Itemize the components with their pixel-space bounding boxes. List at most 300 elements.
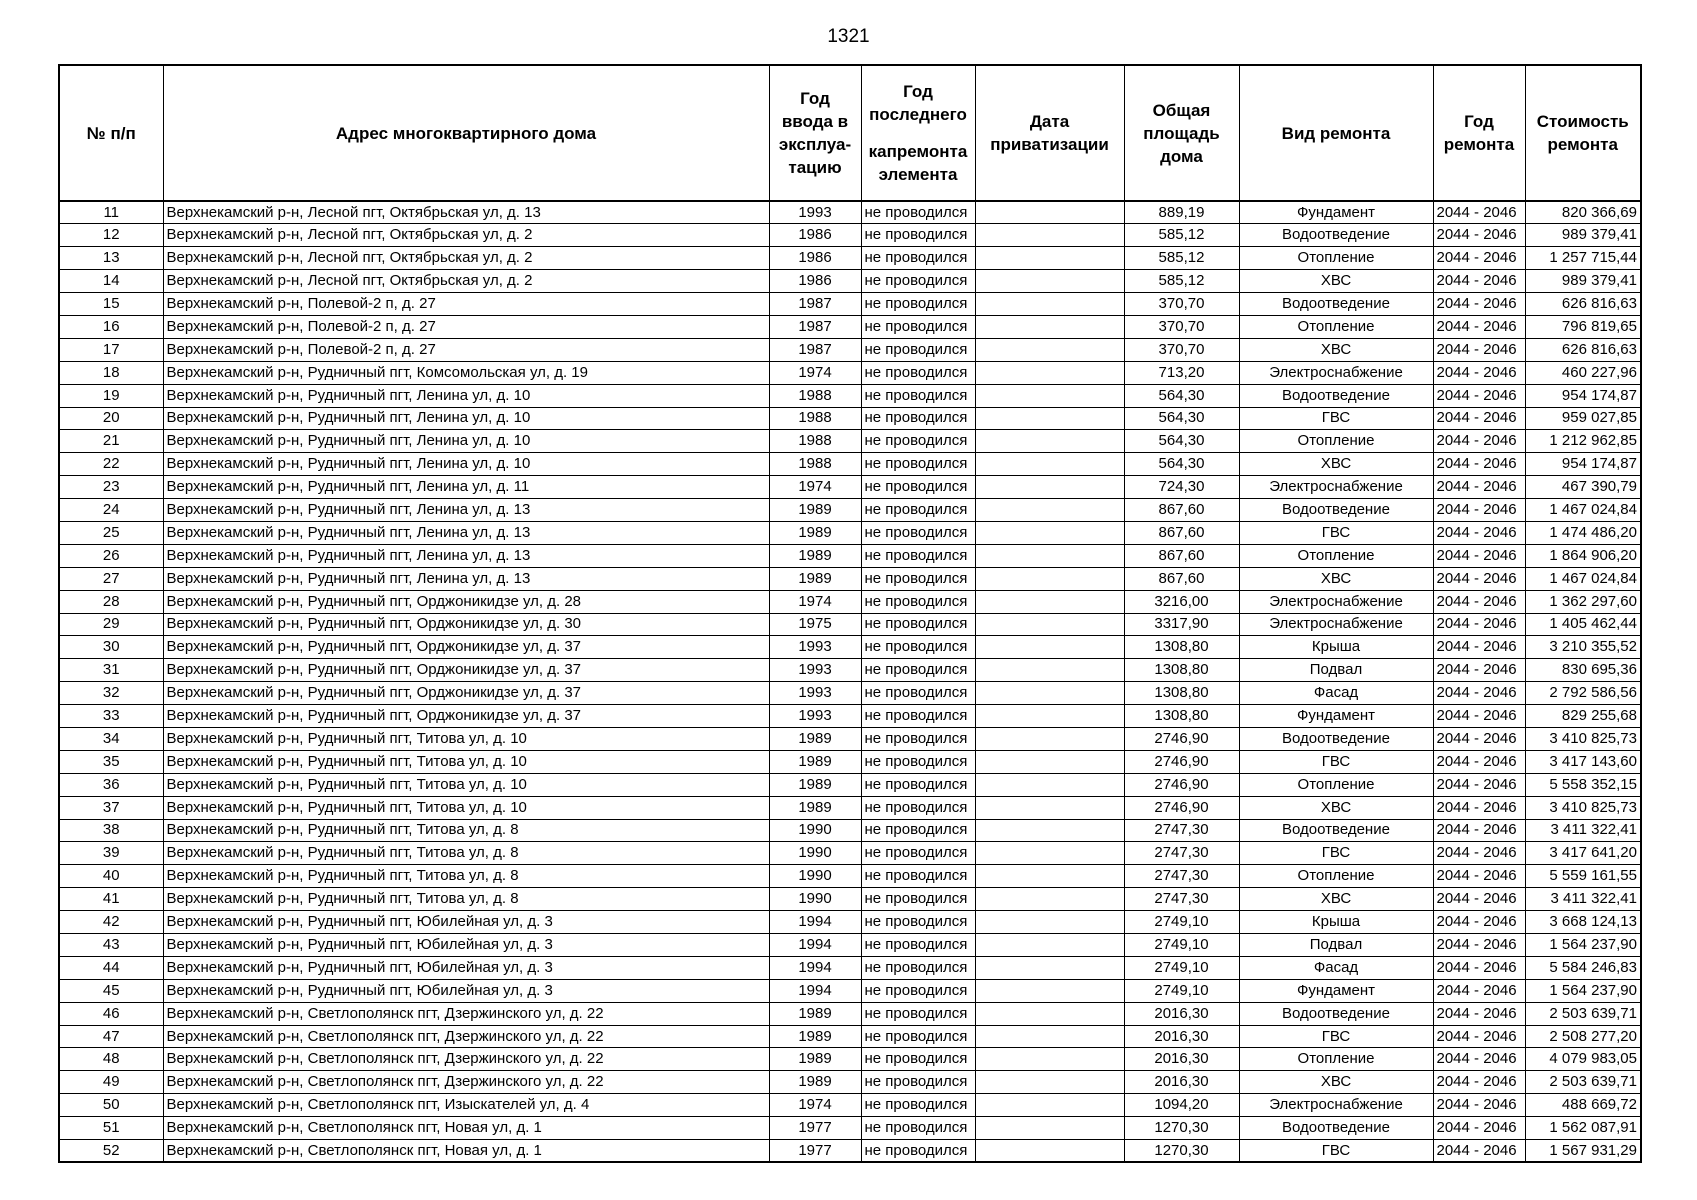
table-row bbox=[59, 842, 1641, 865]
table-row bbox=[59, 270, 1641, 293]
cell-repair-cost: 3 410 825,73 bbox=[1525, 727, 1641, 750]
table-row bbox=[59, 247, 1641, 270]
cell-address: Верхнекамский р-н, Рудничный пгт, Комсомольская ул, д. 19 bbox=[163, 361, 769, 384]
cell-total-area: 370,70 bbox=[1124, 293, 1239, 316]
cell-repair-cost: 488 669,72 bbox=[1525, 1094, 1641, 1117]
cell-year-last-repair: не проводился bbox=[861, 659, 975, 682]
cell-num: 26 bbox=[59, 544, 163, 567]
cell-year-last-repair: не проводился bbox=[861, 544, 975, 567]
cell-year-commission: 1987 bbox=[769, 315, 861, 338]
cell-total-area: 564,30 bbox=[1124, 407, 1239, 430]
cell-repair-type: Водоотведение bbox=[1239, 293, 1433, 316]
cell-total-area: 2746,90 bbox=[1124, 727, 1239, 750]
cell-num: 33 bbox=[59, 705, 163, 728]
cell-num: 44 bbox=[59, 956, 163, 979]
cell-year-commission: 1994 bbox=[769, 956, 861, 979]
cell-repair-type: ХВС bbox=[1239, 567, 1433, 590]
cell-repair-cost: 467 390,79 bbox=[1525, 476, 1641, 499]
cell-privatization-date bbox=[975, 911, 1124, 934]
table-row bbox=[59, 1140, 1641, 1163]
table-row bbox=[59, 1071, 1641, 1094]
cell-repair-type: ГВС bbox=[1239, 1025, 1433, 1048]
table-row bbox=[59, 1117, 1641, 1140]
cell-year-last-repair: не проводился bbox=[861, 338, 975, 361]
cell-privatization-date bbox=[975, 384, 1124, 407]
cell-repair-type: Электроснабжение bbox=[1239, 590, 1433, 613]
cell-repair-cost: 2 508 277,20 bbox=[1525, 1025, 1641, 1048]
cell-repair-type: ХВС bbox=[1239, 270, 1433, 293]
cell-repair-year: 2044 - 2046 bbox=[1433, 1140, 1525, 1163]
cell-repair-type: Фундамент bbox=[1239, 201, 1433, 224]
cell-privatization-date bbox=[975, 1025, 1124, 1048]
cell-repair-type: Подвал bbox=[1239, 659, 1433, 682]
cell-total-area: 3216,00 bbox=[1124, 590, 1239, 613]
cell-num: 38 bbox=[59, 819, 163, 842]
cell-year-commission: 1990 bbox=[769, 865, 861, 888]
cell-repair-year: 2044 - 2046 bbox=[1433, 842, 1525, 865]
cell-repair-year: 2044 - 2046 bbox=[1433, 453, 1525, 476]
cell-year-last-repair: не проводился bbox=[861, 865, 975, 888]
cell-privatization-date bbox=[975, 659, 1124, 682]
cell-repair-cost: 1 257 715,44 bbox=[1525, 247, 1641, 270]
cell-repair-year: 2044 - 2046 bbox=[1433, 705, 1525, 728]
cell-repair-type: Отопление bbox=[1239, 430, 1433, 453]
cell-privatization-date bbox=[975, 796, 1124, 819]
cell-year-last-repair: не проводился bbox=[861, 750, 975, 773]
cell-num: 39 bbox=[59, 842, 163, 865]
cell-total-area: 2747,30 bbox=[1124, 842, 1239, 865]
cell-year-commission: 1989 bbox=[769, 499, 861, 522]
cell-address: Верхнекамский р-н, Рудничный пгт, Юбилейная ул, д. 3 bbox=[163, 956, 769, 979]
cell-repair-year: 2044 - 2046 bbox=[1433, 727, 1525, 750]
cell-year-last-repair: не проводился bbox=[861, 682, 975, 705]
cell-year-last-repair: не проводился bbox=[861, 842, 975, 865]
cell-repair-cost: 1 564 237,90 bbox=[1525, 934, 1641, 957]
cell-address: Верхнекамский р-н, Рудничный пгт, Юбилейная ул, д. 3 bbox=[163, 979, 769, 1002]
cell-repair-year: 2044 - 2046 bbox=[1433, 956, 1525, 979]
cell-total-area: 2749,10 bbox=[1124, 934, 1239, 957]
cell-year-commission: 1990 bbox=[769, 842, 861, 865]
cell-repair-cost: 5 584 246,83 bbox=[1525, 956, 1641, 979]
cell-year-commission: 1988 bbox=[769, 430, 861, 453]
cell-privatization-date bbox=[975, 247, 1124, 270]
cell-num: 50 bbox=[59, 1094, 163, 1117]
cell-year-commission: 1994 bbox=[769, 934, 861, 957]
cell-year-last-repair: не проводился bbox=[861, 1094, 975, 1117]
cell-privatization-date bbox=[975, 842, 1124, 865]
cell-repair-type: Отопление bbox=[1239, 247, 1433, 270]
cell-total-area: 1270,30 bbox=[1124, 1117, 1239, 1140]
cell-year-commission: 1977 bbox=[769, 1140, 861, 1163]
cell-repair-year: 2044 - 2046 bbox=[1433, 499, 1525, 522]
cell-year-commission: 1989 bbox=[769, 773, 861, 796]
cell-privatization-date bbox=[975, 888, 1124, 911]
cell-privatization-date bbox=[975, 201, 1124, 224]
cell-year-commission: 1989 bbox=[769, 727, 861, 750]
cell-repair-type: Отопление bbox=[1239, 773, 1433, 796]
cell-privatization-date bbox=[975, 979, 1124, 1002]
cell-repair-year: 2044 - 2046 bbox=[1433, 888, 1525, 911]
cell-total-area: 1308,80 bbox=[1124, 659, 1239, 682]
cell-address: Верхнекамский р-н, Рудничный пгт, Титова ул, д. 8 bbox=[163, 819, 769, 842]
header-privatization-date: Дата приватизации bbox=[975, 65, 1124, 201]
cell-year-commission: 1993 bbox=[769, 705, 861, 728]
cell-repair-type: ГВС bbox=[1239, 842, 1433, 865]
cell-privatization-date bbox=[975, 956, 1124, 979]
table-row bbox=[59, 544, 1641, 567]
cell-num: 34 bbox=[59, 727, 163, 750]
cell-address: Верхнекамский р-н, Лесной пгт, Октябрьская ул, д. 2 bbox=[163, 247, 769, 270]
cell-privatization-date bbox=[975, 521, 1124, 544]
cell-year-last-repair: не проводился bbox=[861, 956, 975, 979]
cell-num: 24 bbox=[59, 499, 163, 522]
cell-repair-cost: 2 503 639,71 bbox=[1525, 1002, 1641, 1025]
cell-address: Верхнекамский р-н, Рудничный пгт, Титова ул, д. 10 bbox=[163, 773, 769, 796]
cell-num: 52 bbox=[59, 1140, 163, 1163]
cell-repair-cost: 1 405 462,44 bbox=[1525, 613, 1641, 636]
cell-year-commission: 1994 bbox=[769, 911, 861, 934]
cell-year-last-repair: не проводился bbox=[861, 773, 975, 796]
repair-register-table bbox=[58, 64, 1642, 1163]
cell-address: Верхнекамский р-н, Полевой-2 п, д. 27 bbox=[163, 315, 769, 338]
cell-address: Верхнекамский р-н, Рудничный пгт, Орджоникидзе ул, д. 28 bbox=[163, 590, 769, 613]
cell-year-commission: 1986 bbox=[769, 224, 861, 247]
cell-num: 22 bbox=[59, 453, 163, 476]
cell-repair-cost: 959 027,85 bbox=[1525, 407, 1641, 430]
cell-year-last-repair: не проводился bbox=[861, 224, 975, 247]
cell-privatization-date bbox=[975, 1071, 1124, 1094]
cell-repair-year: 2044 - 2046 bbox=[1433, 247, 1525, 270]
cell-year-commission: 1990 bbox=[769, 888, 861, 911]
cell-total-area: 2747,30 bbox=[1124, 888, 1239, 911]
cell-privatization-date bbox=[975, 934, 1124, 957]
table-row bbox=[59, 956, 1641, 979]
cell-repair-cost: 3 417 143,60 bbox=[1525, 750, 1641, 773]
table-row bbox=[59, 819, 1641, 842]
cell-total-area: 2746,90 bbox=[1124, 750, 1239, 773]
cell-num: 49 bbox=[59, 1071, 163, 1094]
cell-total-area: 2746,90 bbox=[1124, 796, 1239, 819]
cell-total-area: 585,12 bbox=[1124, 270, 1239, 293]
cell-total-area: 2016,30 bbox=[1124, 1048, 1239, 1071]
cell-repair-type: ГВС bbox=[1239, 750, 1433, 773]
cell-repair-cost: 989 379,41 bbox=[1525, 270, 1641, 293]
cell-total-area: 2016,30 bbox=[1124, 1071, 1239, 1094]
table-row bbox=[59, 750, 1641, 773]
table-row bbox=[59, 476, 1641, 499]
cell-total-area: 564,30 bbox=[1124, 453, 1239, 476]
table-row bbox=[59, 453, 1641, 476]
cell-privatization-date bbox=[975, 819, 1124, 842]
cell-privatization-date bbox=[975, 544, 1124, 567]
cell-privatization-date bbox=[975, 1048, 1124, 1071]
table-row bbox=[59, 521, 1641, 544]
cell-repair-type: Отопление bbox=[1239, 544, 1433, 567]
cell-year-commission: 1989 bbox=[769, 1071, 861, 1094]
cell-repair-year: 2044 - 2046 bbox=[1433, 911, 1525, 934]
cell-repair-year: 2044 - 2046 bbox=[1433, 361, 1525, 384]
cell-address: Верхнекамский р-н, Светлополянск пгт, Дзержинского ул, д. 22 bbox=[163, 1071, 769, 1094]
cell-num: 19 bbox=[59, 384, 163, 407]
cell-repair-cost: 3 668 124,13 bbox=[1525, 911, 1641, 934]
cell-repair-type: Водоотведение bbox=[1239, 224, 1433, 247]
cell-address: Верхнекамский р-н, Рудничный пгт, Юбилейная ул, д. 3 bbox=[163, 934, 769, 957]
cell-privatization-date bbox=[975, 590, 1124, 613]
cell-address: Верхнекамский р-н, Рудничный пгт, Орджоникидзе ул, д. 37 bbox=[163, 705, 769, 728]
cell-repair-year: 2044 - 2046 bbox=[1433, 750, 1525, 773]
cell-repair-type: Водоотведение bbox=[1239, 819, 1433, 842]
cell-repair-cost: 3 210 355,52 bbox=[1525, 636, 1641, 659]
cell-repair-type: Электроснабжение bbox=[1239, 361, 1433, 384]
cell-address: Верхнекамский р-н, Рудничный пгт, Ленина ул, д. 10 bbox=[163, 453, 769, 476]
cell-repair-cost: 2 503 639,71 bbox=[1525, 1071, 1641, 1094]
cell-year-last-repair: не проводился bbox=[861, 293, 975, 316]
cell-address: Верхнекамский р-н, Рудничный пгт, Титова ул, д. 8 bbox=[163, 865, 769, 888]
table-row bbox=[59, 430, 1641, 453]
cell-repair-cost: 3 410 825,73 bbox=[1525, 796, 1641, 819]
cell-total-area: 1308,80 bbox=[1124, 636, 1239, 659]
cell-repair-cost: 1 467 024,84 bbox=[1525, 499, 1641, 522]
cell-repair-cost: 820 366,69 bbox=[1525, 201, 1641, 224]
cell-repair-cost: 1 362 297,60 bbox=[1525, 590, 1641, 613]
table-row bbox=[59, 1025, 1641, 1048]
cell-privatization-date bbox=[975, 727, 1124, 750]
cell-num: 36 bbox=[59, 773, 163, 796]
cell-repair-year: 2044 - 2046 bbox=[1433, 544, 1525, 567]
cell-repair-year: 2044 - 2046 bbox=[1433, 1094, 1525, 1117]
cell-year-last-repair: не проводился bbox=[861, 796, 975, 819]
cell-address: Верхнекамский р-н, Рудничный пгт, Ленина ул, д. 11 bbox=[163, 476, 769, 499]
cell-num: 45 bbox=[59, 979, 163, 1002]
cell-repair-type: ХВС bbox=[1239, 338, 1433, 361]
cell-privatization-date bbox=[975, 270, 1124, 293]
cell-repair-year: 2044 - 2046 bbox=[1433, 659, 1525, 682]
cell-num: 47 bbox=[59, 1025, 163, 1048]
cell-repair-cost: 830 695,36 bbox=[1525, 659, 1641, 682]
cell-total-area: 585,12 bbox=[1124, 247, 1239, 270]
cell-year-last-repair: не проводился bbox=[861, 499, 975, 522]
cell-year-last-repair: не проводился bbox=[861, 727, 975, 750]
cell-address: Верхнекамский р-н, Лесной пгт, Октябрьская ул, д. 2 bbox=[163, 270, 769, 293]
cell-year-commission: 1994 bbox=[769, 979, 861, 1002]
cell-repair-year: 2044 - 2046 bbox=[1433, 338, 1525, 361]
cell-year-last-repair: не проводился bbox=[861, 590, 975, 613]
cell-privatization-date bbox=[975, 682, 1124, 705]
cell-repair-year: 2044 - 2046 bbox=[1433, 934, 1525, 957]
cell-privatization-date bbox=[975, 750, 1124, 773]
cell-repair-type: ГВС bbox=[1239, 1140, 1433, 1163]
cell-num: 17 bbox=[59, 338, 163, 361]
cell-year-last-repair: не проводился bbox=[861, 384, 975, 407]
cell-repair-year: 2044 - 2046 bbox=[1433, 521, 1525, 544]
cell-address: Верхнекамский р-н, Светлополянск пгт, Дзержинского ул, д. 22 bbox=[163, 1025, 769, 1048]
cell-repair-type: Фасад bbox=[1239, 956, 1433, 979]
cell-year-last-repair: не проводился bbox=[861, 1117, 975, 1140]
cell-total-area: 2749,10 bbox=[1124, 911, 1239, 934]
cell-year-commission: 1974 bbox=[769, 1094, 861, 1117]
cell-repair-cost: 3 411 322,41 bbox=[1525, 819, 1641, 842]
cell-year-last-repair: не проводился bbox=[861, 1071, 975, 1094]
cell-repair-year: 2044 - 2046 bbox=[1433, 796, 1525, 819]
table-row bbox=[59, 636, 1641, 659]
cell-year-commission: 1989 bbox=[769, 1025, 861, 1048]
cell-address: Верхнекамский р-н, Рудничный пгт, Юбилейная ул, д. 3 bbox=[163, 911, 769, 934]
cell-year-last-repair: не проводился bbox=[861, 407, 975, 430]
cell-repair-year: 2044 - 2046 bbox=[1433, 613, 1525, 636]
header-year-commission: Год ввода в эксплуа-тацию bbox=[769, 65, 861, 201]
cell-year-last-repair: не проводился bbox=[861, 613, 975, 636]
cell-repair-cost: 626 816,63 bbox=[1525, 338, 1641, 361]
cell-repair-type: ХВС bbox=[1239, 796, 1433, 819]
cell-repair-cost: 954 174,87 bbox=[1525, 384, 1641, 407]
table-row bbox=[59, 293, 1641, 316]
cell-year-last-repair: не проводился bbox=[861, 201, 975, 224]
cell-repair-cost: 3 411 322,41 bbox=[1525, 888, 1641, 911]
cell-year-commission: 1990 bbox=[769, 819, 861, 842]
cell-repair-cost: 5 558 352,15 bbox=[1525, 773, 1641, 796]
cell-total-area: 2746,90 bbox=[1124, 773, 1239, 796]
cell-repair-cost: 4 079 983,05 bbox=[1525, 1048, 1641, 1071]
cell-privatization-date bbox=[975, 453, 1124, 476]
cell-total-area: 370,70 bbox=[1124, 315, 1239, 338]
cell-repair-type: Крыша bbox=[1239, 911, 1433, 934]
cell-year-last-repair: не проводился bbox=[861, 1025, 975, 1048]
cell-repair-type: Водоотведение bbox=[1239, 499, 1433, 522]
cell-year-commission: 1988 bbox=[769, 407, 861, 430]
table-row bbox=[59, 315, 1641, 338]
cell-total-area: 2016,30 bbox=[1124, 1002, 1239, 1025]
cell-address: Верхнекамский р-н, Рудничный пгт, Титова ул, д. 10 bbox=[163, 796, 769, 819]
table-row bbox=[59, 224, 1641, 247]
cell-privatization-date bbox=[975, 1140, 1124, 1163]
cell-year-commission: 1989 bbox=[769, 1002, 861, 1025]
cell-num: 28 bbox=[59, 590, 163, 613]
cell-total-area: 1094,20 bbox=[1124, 1094, 1239, 1117]
cell-repair-type: Фундамент bbox=[1239, 979, 1433, 1002]
cell-repair-type: Электроснабжение bbox=[1239, 1094, 1433, 1117]
cell-repair-type: Электроснабжение bbox=[1239, 476, 1433, 499]
cell-address: Верхнекамский р-н, Рудничный пгт, Титова ул, д. 10 bbox=[163, 750, 769, 773]
table-header-row bbox=[59, 65, 1641, 201]
table-row bbox=[59, 338, 1641, 361]
header-repair-type: Вид ремонта bbox=[1239, 65, 1433, 201]
cell-address: Верхнекамский р-н, Светлополянск пгт, Новая ул, д. 1 bbox=[163, 1140, 769, 1163]
cell-total-area: 2749,10 bbox=[1124, 956, 1239, 979]
cell-total-area: 564,30 bbox=[1124, 384, 1239, 407]
cell-privatization-date bbox=[975, 567, 1124, 590]
cell-year-commission: 1988 bbox=[769, 453, 861, 476]
cell-year-last-repair: не проводился bbox=[861, 934, 975, 957]
cell-address: Верхнекамский р-н, Светлополянск пгт, Дзержинского ул, д. 22 bbox=[163, 1002, 769, 1025]
cell-privatization-date bbox=[975, 1002, 1124, 1025]
cell-repair-type: Фундамент bbox=[1239, 705, 1433, 728]
cell-address: Верхнекамский р-н, Рудничный пгт, Ленина ул, д. 13 bbox=[163, 567, 769, 590]
cell-address: Верхнекамский р-н, Рудничный пгт, Титова ул, д. 8 bbox=[163, 842, 769, 865]
cell-address: Верхнекамский р-н, Полевой-2 п, д. 27 bbox=[163, 293, 769, 316]
cell-repair-cost: 1 212 962,85 bbox=[1525, 430, 1641, 453]
cell-repair-type: ГВС bbox=[1239, 521, 1433, 544]
cell-privatization-date bbox=[975, 476, 1124, 499]
header-year-last-repair bbox=[861, 65, 975, 201]
cell-repair-type: Водоотведение bbox=[1239, 384, 1433, 407]
cell-repair-year: 2044 - 2046 bbox=[1433, 1071, 1525, 1094]
cell-num: 46 bbox=[59, 1002, 163, 1025]
cell-repair-year: 2044 - 2046 bbox=[1433, 1025, 1525, 1048]
cell-year-last-repair: не проводился bbox=[861, 911, 975, 934]
cell-address: Верхнекамский р-н, Рудничный пгт, Титова ул, д. 8 bbox=[163, 888, 769, 911]
cell-total-area: 867,60 bbox=[1124, 544, 1239, 567]
cell-repair-cost: 989 379,41 bbox=[1525, 224, 1641, 247]
cell-privatization-date bbox=[975, 1117, 1124, 1140]
table-row bbox=[59, 1094, 1641, 1117]
cell-repair-type: ХВС bbox=[1239, 888, 1433, 911]
cell-year-commission: 1989 bbox=[769, 544, 861, 567]
cell-repair-cost: 2 792 586,56 bbox=[1525, 682, 1641, 705]
cell-repair-type: ГВС bbox=[1239, 407, 1433, 430]
cell-privatization-date bbox=[975, 407, 1124, 430]
table-row bbox=[59, 384, 1641, 407]
cell-year-last-repair: не проводился bbox=[861, 476, 975, 499]
cell-repair-cost: 460 227,96 bbox=[1525, 361, 1641, 384]
table-row bbox=[59, 499, 1641, 522]
cell-num: 29 bbox=[59, 613, 163, 636]
cell-year-commission: 1988 bbox=[769, 384, 861, 407]
cell-repair-type: Крыша bbox=[1239, 636, 1433, 659]
cell-address: Верхнекамский р-н, Рудничный пгт, Орджоникидзе ул, д. 30 bbox=[163, 613, 769, 636]
cell-total-area: 889,19 bbox=[1124, 201, 1239, 224]
cell-total-area: 867,60 bbox=[1124, 521, 1239, 544]
cell-num: 15 bbox=[59, 293, 163, 316]
cell-total-area: 2747,30 bbox=[1124, 865, 1239, 888]
table-row bbox=[59, 727, 1641, 750]
cell-year-commission: 1989 bbox=[769, 750, 861, 773]
cell-year-last-repair: не проводился bbox=[861, 521, 975, 544]
cell-num: 12 bbox=[59, 224, 163, 247]
cell-total-area: 867,60 bbox=[1124, 567, 1239, 590]
cell-year-last-repair: не проводился bbox=[861, 1048, 975, 1071]
cell-total-area: 2016,30 bbox=[1124, 1025, 1239, 1048]
cell-year-last-repair: не проводился bbox=[861, 705, 975, 728]
cell-year-commission: 1974 bbox=[769, 361, 861, 384]
cell-num: 35 bbox=[59, 750, 163, 773]
cell-repair-year: 2044 - 2046 bbox=[1433, 224, 1525, 247]
cell-repair-year: 2044 - 2046 bbox=[1433, 636, 1525, 659]
cell-year-last-repair: не проводился bbox=[861, 1140, 975, 1163]
cell-year-last-repair: не проводился bbox=[861, 888, 975, 911]
cell-address: Верхнекамский р-н, Рудничный пгт, Ленина ул, д. 10 bbox=[163, 407, 769, 430]
cell-year-commission: 1989 bbox=[769, 567, 861, 590]
cell-total-area: 1270,30 bbox=[1124, 1140, 1239, 1163]
table-row bbox=[59, 773, 1641, 796]
cell-year-last-repair: не проводился bbox=[861, 430, 975, 453]
cell-year-commission: 1987 bbox=[769, 338, 861, 361]
cell-repair-year: 2044 - 2046 bbox=[1433, 315, 1525, 338]
table-row bbox=[59, 705, 1641, 728]
table-row bbox=[59, 1002, 1641, 1025]
cell-privatization-date bbox=[975, 499, 1124, 522]
cell-repair-type: Водоотведение bbox=[1239, 727, 1433, 750]
cell-repair-type: Отопление bbox=[1239, 315, 1433, 338]
cell-year-commission: 1986 bbox=[769, 270, 861, 293]
table-row bbox=[59, 1048, 1641, 1071]
cell-num: 43 bbox=[59, 934, 163, 957]
cell-num: 31 bbox=[59, 659, 163, 682]
cell-address: Верхнекамский р-н, Лесной пгт, Октябрьская ул, д. 2 bbox=[163, 224, 769, 247]
cell-address: Верхнекамский р-н, Лесной пгт, Октябрьская ул, д. 13 bbox=[163, 201, 769, 224]
cell-repair-cost: 1 474 486,20 bbox=[1525, 521, 1641, 544]
cell-privatization-date bbox=[975, 773, 1124, 796]
cell-year-last-repair: не проводился bbox=[861, 361, 975, 384]
